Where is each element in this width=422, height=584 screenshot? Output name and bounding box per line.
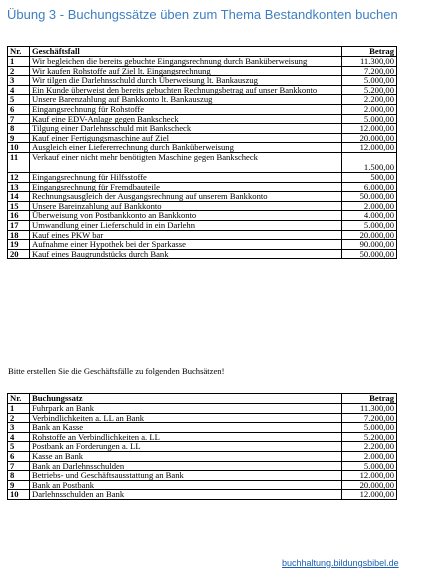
column-header-nr: Nr. bbox=[8, 394, 30, 404]
row-amount: 20.000,00 bbox=[342, 133, 397, 143]
row-amount: 5.000,00 bbox=[342, 220, 397, 230]
table-row bbox=[8, 172, 397, 182]
table-row bbox=[8, 423, 397, 433]
row-number: 4 bbox=[8, 432, 30, 442]
row-number: 6 bbox=[8, 104, 30, 114]
row-amount: 5.000,00 bbox=[342, 76, 397, 86]
table-row bbox=[8, 124, 397, 134]
row-text: Ein Kunde überweist den bereits gebuchten Rechnungsbetrag auf unser Bankkonto bbox=[30, 85, 342, 95]
row-amount: 50.000,00 bbox=[342, 249, 397, 259]
row-amount: 12.000,00 bbox=[342, 143, 397, 153]
page-title: Übung 3 - Buchungssätze üben zum Thema Bestandkonten buchen bbox=[7, 7, 398, 22]
table-row bbox=[8, 152, 397, 172]
row-amount: 5.000,00 bbox=[342, 114, 397, 124]
column-header-text: Buchungssatz bbox=[30, 394, 342, 404]
row-amount: 50.000,00 bbox=[342, 192, 397, 202]
row-number: 5 bbox=[8, 95, 30, 105]
table-row bbox=[8, 76, 397, 86]
row-number: 15 bbox=[8, 201, 30, 211]
row-number: 5 bbox=[8, 442, 30, 452]
row-text: Überweisung von Postbankkonto an Bankkonto bbox=[30, 211, 342, 221]
row-text: Kauf einer Fertigungsmaschine auf Ziel bbox=[30, 133, 342, 143]
row-text: Rohstoffe an Verbindlichkeiten a. LL bbox=[30, 432, 342, 442]
row-amount: 2.200,00 bbox=[342, 95, 397, 105]
row-number: 4 bbox=[8, 85, 30, 95]
row-text: Verbindlichkeiten a. LL an Bank bbox=[30, 413, 342, 423]
row-number: 1 bbox=[8, 404, 30, 414]
table-header-row bbox=[8, 47, 397, 57]
row-number: 10 bbox=[8, 143, 30, 153]
row-text: Bank an Kasse bbox=[30, 423, 342, 433]
table-row bbox=[8, 57, 397, 67]
row-text: Bank an Darlehnsschulden bbox=[30, 461, 342, 471]
row-text: Rechnungsausgleich der Ausgangsrechnung auf unserem Bankkonto bbox=[30, 192, 342, 202]
row-text: Wir begleichen die bereits gebuchte Eingangsrechnung durch Banküberweisung bbox=[30, 57, 342, 67]
row-number: 7 bbox=[8, 114, 30, 124]
row-number: 9 bbox=[8, 133, 30, 143]
table-row bbox=[8, 220, 397, 230]
table-row bbox=[8, 490, 397, 500]
row-number: 20 bbox=[8, 249, 30, 259]
business-cases-table bbox=[7, 46, 397, 259]
row-text: Kauf eines PKW bar bbox=[30, 230, 342, 240]
table-row bbox=[8, 104, 397, 114]
table-row bbox=[8, 404, 397, 414]
row-number: 9 bbox=[8, 480, 30, 490]
row-amount: 20.000,00 bbox=[342, 230, 397, 240]
row-amount: 11.300,00 bbox=[342, 404, 397, 414]
row-number: 8 bbox=[8, 471, 30, 481]
footer-link[interactable]: buchhaltung.bildungsbibel.de bbox=[282, 558, 399, 568]
row-number: 6 bbox=[8, 451, 30, 461]
row-text: Eingangsrechnung für Fremdbauteile bbox=[30, 182, 342, 192]
row-number: 3 bbox=[8, 423, 30, 433]
row-text: Ausgleich einer Liefererrechnung durch Banküberweisung bbox=[30, 143, 342, 153]
row-amount: 5.200,00 bbox=[342, 432, 397, 442]
row-number: 2 bbox=[8, 413, 30, 423]
row-text: Aufnahme einer Hypothek bei der Sparkasse bbox=[30, 240, 342, 250]
row-text: Fuhrpark an Bank bbox=[30, 404, 342, 414]
table-row bbox=[8, 240, 397, 250]
row-amount: 5.000,00 bbox=[342, 461, 397, 471]
row-number: 10 bbox=[8, 490, 30, 500]
row-amount: 2.000,00 bbox=[342, 451, 397, 461]
row-number: 8 bbox=[8, 124, 30, 134]
row-amount: 12.000,00 bbox=[342, 124, 397, 134]
row-number: 14 bbox=[8, 192, 30, 202]
row-text: Betriebs- und Geschäftsausstattung an Bank bbox=[30, 471, 342, 481]
row-amount: 5.000,00 bbox=[342, 423, 397, 433]
business-cases-body bbox=[8, 57, 397, 259]
table-row bbox=[8, 249, 397, 259]
row-number: 17 bbox=[8, 220, 30, 230]
table-row bbox=[8, 471, 397, 481]
row-amount: 2.000,00 bbox=[342, 201, 397, 211]
row-number: 1 bbox=[8, 57, 30, 67]
table-row bbox=[8, 451, 397, 461]
row-amount: 500,00 bbox=[342, 172, 397, 182]
row-number: 18 bbox=[8, 230, 30, 240]
column-header-amount: Betrag bbox=[342, 47, 397, 57]
row-amount: 12.000,00 bbox=[342, 471, 397, 481]
row-text: Kasse an Bank bbox=[30, 451, 342, 461]
row-text: Verkauf einer nicht mehr benötigten Maschine gegen Bankscheck bbox=[30, 152, 342, 172]
row-text: Unsere Barenzahlung auf Bankkonto lt. Bankauszug bbox=[30, 95, 342, 105]
row-amount: 11.300,00 bbox=[342, 57, 397, 67]
row-amount: 7.200,00 bbox=[342, 413, 397, 423]
row-text: Kauf eines Baugrundstücks durch Bank bbox=[30, 249, 342, 259]
row-number: 11 bbox=[8, 152, 30, 172]
booking-entries-table bbox=[7, 393, 397, 500]
row-text: Eingangsrechnung für Rohstoffe bbox=[30, 104, 342, 114]
row-amount: 90.000,00 bbox=[342, 240, 397, 250]
row-text: Bank an Postbank bbox=[30, 480, 342, 490]
booking-entries-body bbox=[8, 404, 397, 500]
row-amount: 1.500,00 bbox=[342, 152, 397, 172]
row-text: Wir kaufen Rohstoffe auf Ziel lt. Eingangsrechnung bbox=[30, 66, 342, 76]
row-amount: 20.000,00 bbox=[342, 480, 397, 490]
row-text: Postbank an Forderungen a. LL bbox=[30, 442, 342, 452]
row-text: Darlehnsschulden an Bank bbox=[30, 490, 342, 500]
column-header-text: Geschäftsfall bbox=[30, 47, 342, 57]
row-amount: 6.000,00 bbox=[342, 182, 397, 192]
row-number: 12 bbox=[8, 172, 30, 182]
row-number: 3 bbox=[8, 76, 30, 86]
row-text: Kauf eine EDV-Anlage gegen Bankscheck bbox=[30, 114, 342, 124]
instruction-text: Bitte erstellen Sie die Geschäftsfälle zu folgenden Buchsätzen! bbox=[8, 366, 225, 376]
row-text: Eingangsrechnung für Hilfsstoffe bbox=[30, 172, 342, 182]
table-row bbox=[8, 192, 397, 202]
row-text: Tilgung einer Darlehnsschuld mit Bankscheck bbox=[30, 124, 342, 134]
table-row bbox=[8, 211, 397, 221]
row-text: Umwandlung einer Lieferschuld in ein Darlehn bbox=[30, 220, 342, 230]
table-header-row bbox=[8, 394, 397, 404]
row-amount: 2.200,00 bbox=[342, 442, 397, 452]
table-row bbox=[8, 143, 397, 153]
row-number: 7 bbox=[8, 461, 30, 471]
column-header-nr: Nr. bbox=[8, 47, 30, 57]
row-amount: 4.000,00 bbox=[342, 211, 397, 221]
row-amount: 12.000,00 bbox=[342, 490, 397, 500]
row-amount: 5.200,00 bbox=[342, 85, 397, 95]
row-number: 2 bbox=[8, 66, 30, 76]
row-text: Unsere Bareinzahlung auf Bankkonto bbox=[30, 201, 342, 211]
row-number: 16 bbox=[8, 211, 30, 221]
column-header-amount: Betrag bbox=[342, 394, 397, 404]
row-amount: 7.200,00 bbox=[342, 66, 397, 76]
row-number: 19 bbox=[8, 240, 30, 250]
row-amount: 2.000,00 bbox=[342, 104, 397, 114]
row-text: Wir tilgen die Darlehnsschuld durch Überweisung lt. Bankauszug bbox=[30, 76, 342, 86]
row-number: 13 bbox=[8, 182, 30, 192]
